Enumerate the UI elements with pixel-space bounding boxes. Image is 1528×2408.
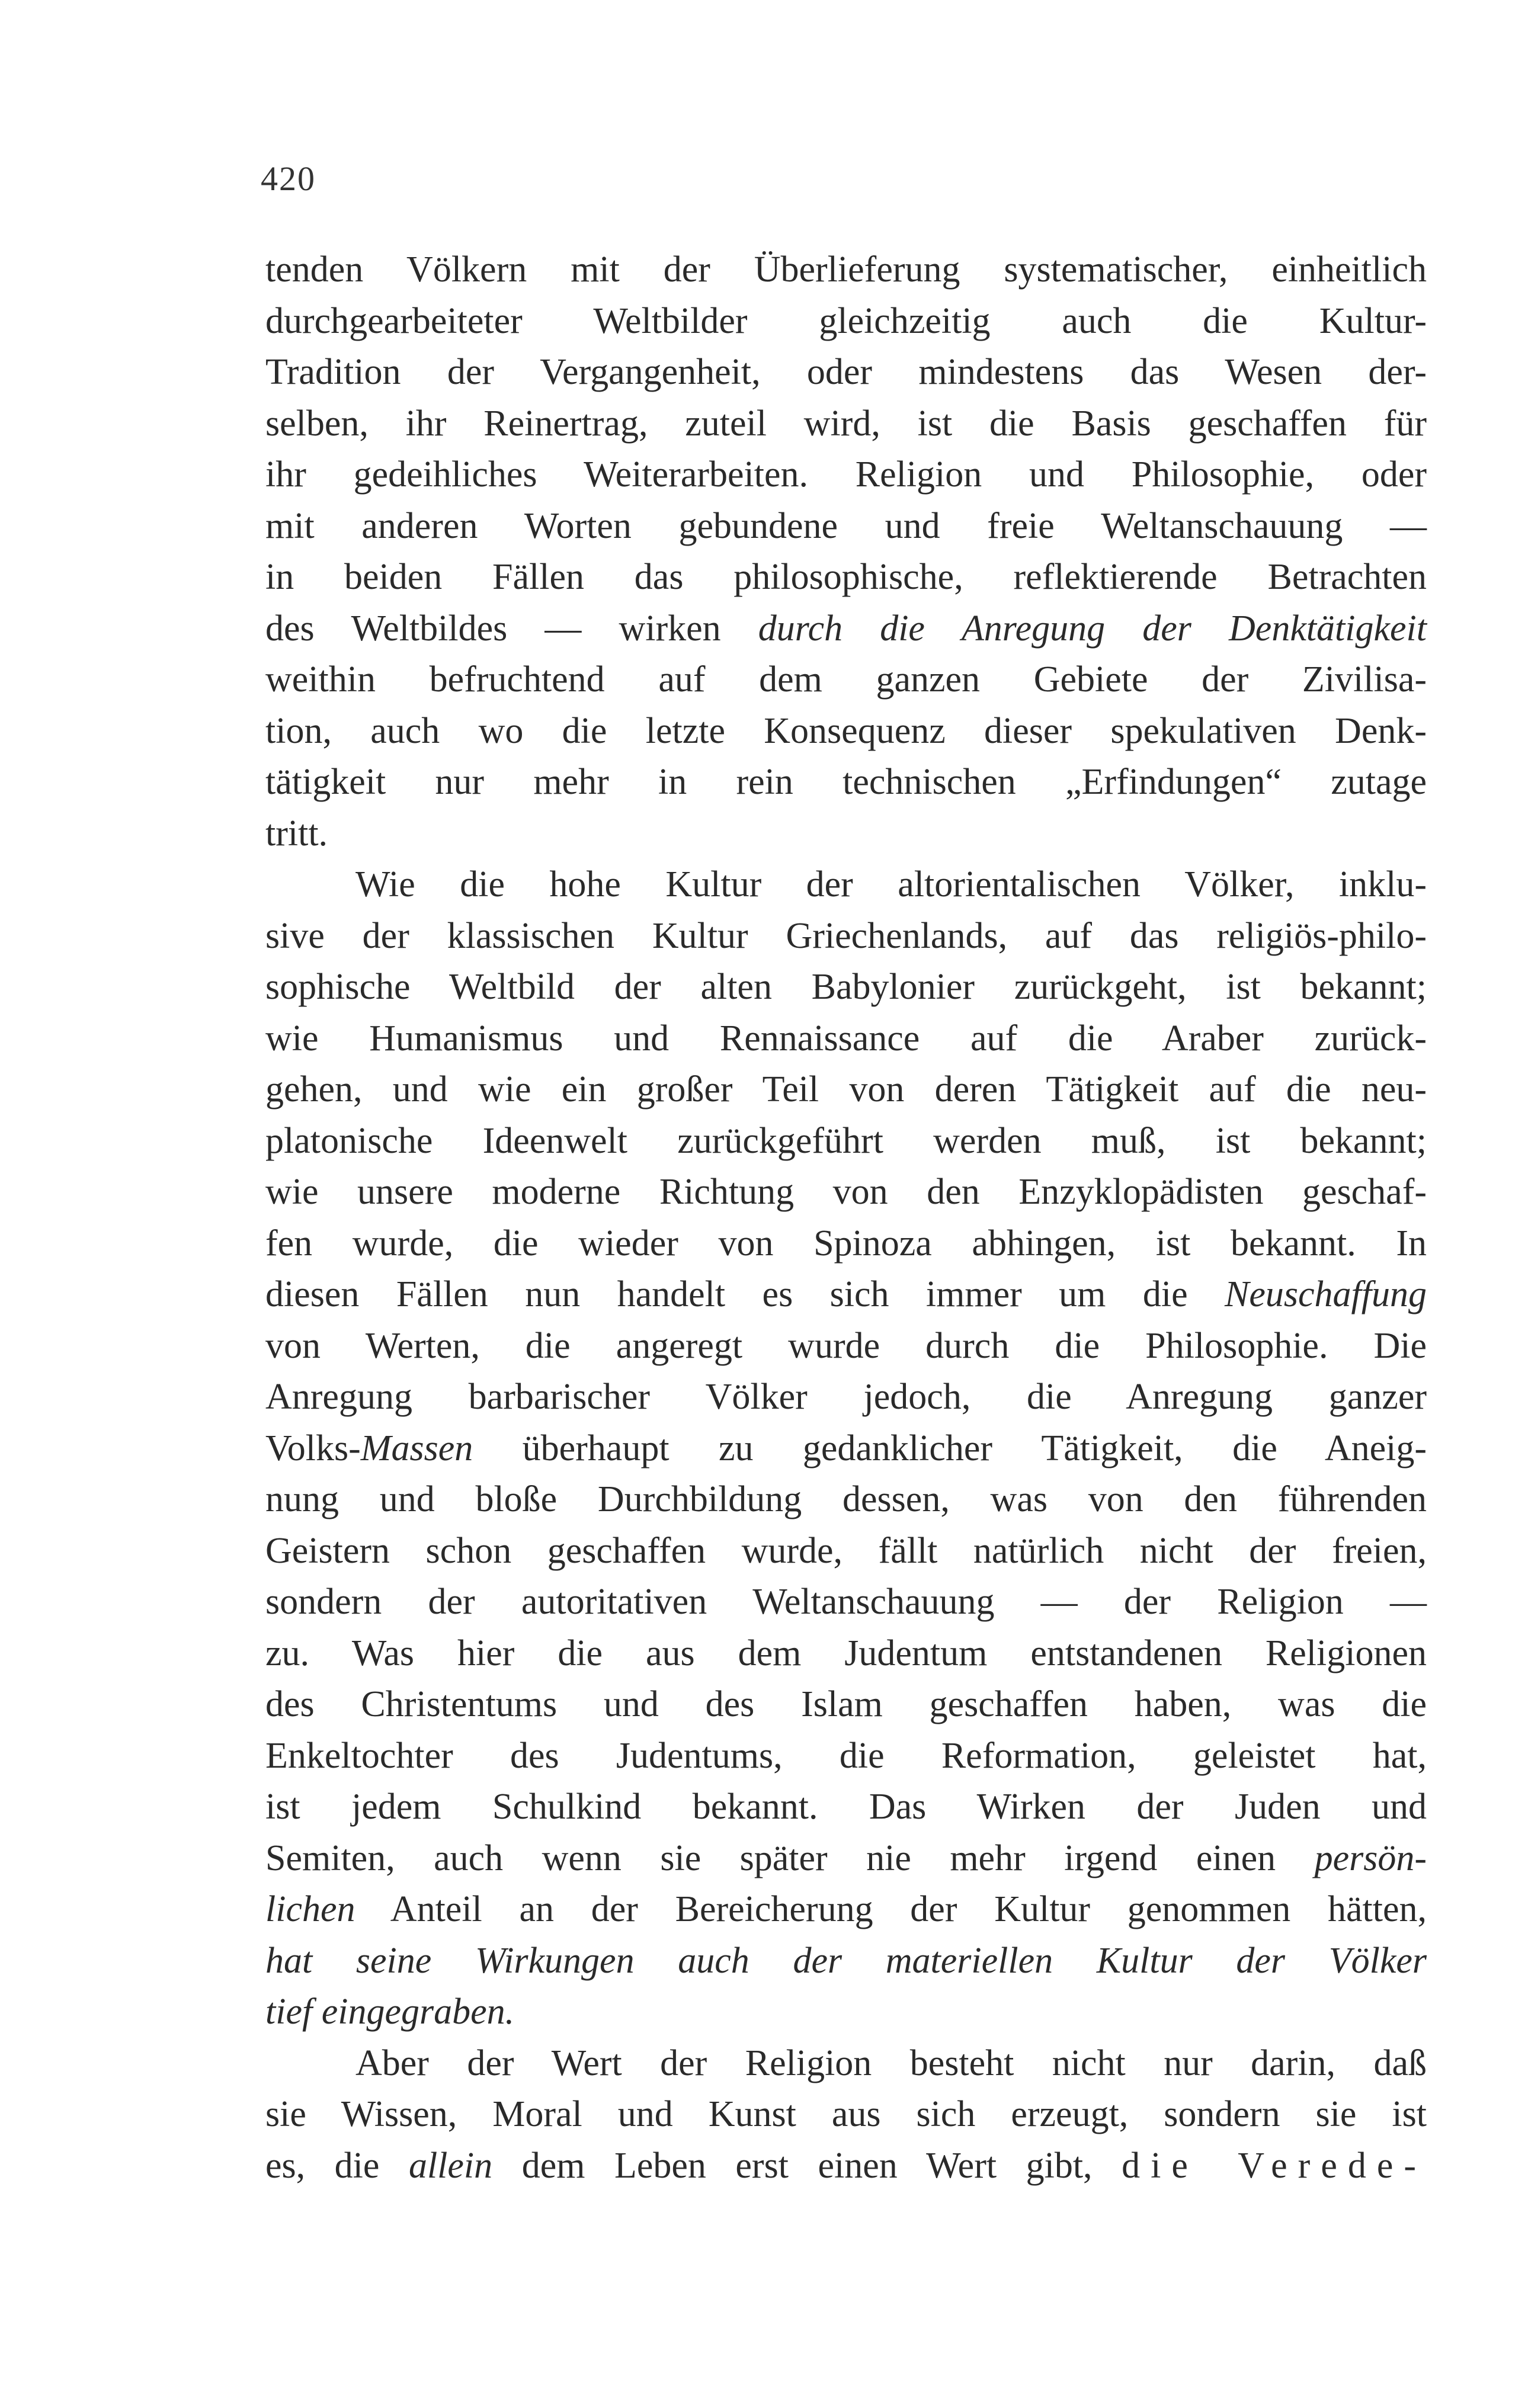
text-line: [265, 859, 1427, 910]
text-line: [265, 1525, 1427, 1577]
text-line: [265, 398, 1427, 450]
text-line: [265, 244, 1427, 296]
text-segment: wie Humanismus und Rennaissance auf die Araber zurück-: [265, 1018, 1427, 1059]
text-segment: selben, ihr Reinertrag, zuteil wird, ist die Basis geschaffen für: [265, 403, 1427, 444]
page-number: 420: [261, 159, 316, 198]
text-line: [265, 1320, 1427, 1372]
text-line: [265, 1474, 1427, 1525]
italic-text: allein: [408, 2145, 493, 2186]
text-segment: es, die: [265, 2145, 409, 2186]
text-line: [265, 1013, 1427, 1064]
text-segment: durchgearbeiteter Weltbilder gleichzeitig auch die Kultur-: [265, 300, 1427, 341]
text-line: [265, 654, 1427, 706]
text-line: [265, 1935, 1427, 1987]
italic-text: durch die Anregung der Denktätigkeit: [758, 608, 1427, 649]
text-line: [265, 501, 1427, 552]
text-line: [265, 706, 1427, 757]
text-segment: tion, auch wo die letzte Konsequenz dieser spekulativen Denk-: [265, 710, 1427, 751]
text-segment: Tradition der Vergangenheit, oder mindestens das Wesen der-: [265, 352, 1427, 392]
italic-text: Neuschaffung: [1225, 1274, 1427, 1314]
text-line: [265, 2140, 1427, 2192]
text-line: [265, 1269, 1427, 1320]
text-line: [265, 1115, 1427, 1167]
text-segment: Aber der Wert der Religion besteht nicht nur darin, daß: [355, 2043, 1427, 2083]
text-line: [265, 1628, 1427, 1679]
text-segment: des Weltbildes — wirken: [265, 608, 758, 649]
text-line: [265, 347, 1427, 398]
text-line: [265, 1218, 1427, 1269]
text-segment: Enkeltochter des Judentums, die Reformation, geleistet hat,: [265, 1735, 1427, 1776]
text-segment: dem Leben erst einen Wert gibt,: [492, 2145, 1122, 2186]
text-segment: sive der klassischen Kultur Griechenlands, auf das religiös-philo-: [265, 915, 1427, 956]
text-line: [265, 1781, 1427, 1833]
text-segment: sie Wissen, Moral und Kunst aus sich erzeugt, sondern sie ist: [265, 2094, 1427, 2134]
text-line: [265, 1064, 1427, 1115]
text-segment: mit anderen Worten gebundene und freie Weltanschauung —: [265, 505, 1427, 546]
text-line: [265, 1371, 1427, 1423]
text-segment: platonische Ideenwelt zurückgeführt werden muß, ist bekannt;: [265, 1120, 1427, 1161]
text-segment: nung und bloße Durchbildung dessen, was von den führenden: [265, 1479, 1427, 1519]
text-segment: Anregung barbarischer Völker jedoch, die Anregung ganzer: [265, 1377, 1427, 1417]
text-line: [265, 2089, 1427, 2140]
text-line: [265, 1576, 1427, 1628]
text-line: [265, 961, 1427, 1013]
text-segment: von Werten, die angeregt wurde durch die Philosophie. Die: [265, 1325, 1427, 1366]
text-line: [265, 1986, 1427, 2038]
text-segment: in beiden Fällen das philosophische, reflektierende Betrachten: [265, 557, 1427, 597]
text-segment: ist jedem Schulkind bekannt. Das Wirken der Juden und: [265, 1787, 1427, 1827]
text-segment: Semiten, auch wenn sie später nie mehr irgend einen: [265, 1838, 1315, 1878]
text-line: [265, 2038, 1427, 2089]
text-line: [265, 1166, 1427, 1218]
text-segment: Geistern schon geschaffen wurde, fällt natürlich nicht der freien,: [265, 1530, 1427, 1571]
text-line: [265, 603, 1427, 655]
italic-text: hat seine Wirkungen auch der materiellen Kultur der Völker: [265, 1940, 1427, 1981]
text-segment: wie unsere moderne Richtung von den Enzyklopädisten geschaf-: [265, 1172, 1427, 1212]
italic-text: persön-: [1314, 1838, 1427, 1878]
text-segment: fen wurde, die wieder von Spinoza abhingen, ist bekannt. In: [265, 1223, 1427, 1264]
text-line: [265, 1423, 1427, 1474]
text-segment: tätigkeit nur mehr in rein technischen „Erfindungen“ zutage: [265, 762, 1427, 802]
text-line: [265, 449, 1427, 501]
spaced-text: die Verede-: [1122, 2145, 1427, 2186]
text-line: [265, 756, 1427, 808]
text-segment: zu. Was hier die aus dem Judentum entstandenen Religionen: [265, 1633, 1427, 1673]
text-line: [265, 1730, 1427, 1782]
text-line: [265, 808, 1427, 860]
italic-text: tief eingegraben.: [265, 1992, 515, 2032]
text-segment: Volks-: [265, 1428, 361, 1468]
text-segment: sondern der autoritativen Weltanschauung — der Religion —: [265, 1582, 1427, 1622]
text-segment: gehen, und wie ein großer Teil von deren Tätigkeit auf die neu-: [265, 1069, 1427, 1110]
text-segment: sophische Weltbild der alten Babylonier zurückgeht, ist bekannt;: [265, 967, 1427, 1007]
text-segment: überhaupt zu gedanklicher Tätigkeit, die Aneig-: [473, 1428, 1427, 1468]
text-segment: diesen Fällen nun handelt es sich immer um die: [265, 1274, 1225, 1314]
text-segment: ihr gedeihliches Weiterarbeiten. Religion und Philosophie, oder: [265, 454, 1427, 495]
text-segment: des Christentums und des Islam geschaffen haben, was die: [265, 1684, 1427, 1724]
text-segment: Wie die hohe Kultur der altorientalischen Völker, inklu-: [355, 864, 1427, 905]
text-line: [265, 910, 1427, 962]
text-segment: tritt.: [265, 813, 328, 854]
italic-text: Massen: [360, 1428, 473, 1468]
text-line: [265, 1833, 1427, 1884]
text-segment: weithin befruchtend auf dem ganzen Gebiete der Zivilisa-: [265, 659, 1427, 700]
text-line: [265, 1679, 1427, 1730]
body-text: [265, 244, 1427, 2191]
italic-text: lichen: [265, 1889, 355, 1929]
text-segment: tenden Völkern mit der Überlieferung systematischer, einheitlich: [265, 249, 1427, 290]
text-line: [265, 1884, 1427, 1935]
text-line: [265, 552, 1427, 603]
text-line: [265, 296, 1427, 347]
text-segment: Anteil an der Bereicherung der Kultur genommen hätten,: [355, 1889, 1427, 1929]
